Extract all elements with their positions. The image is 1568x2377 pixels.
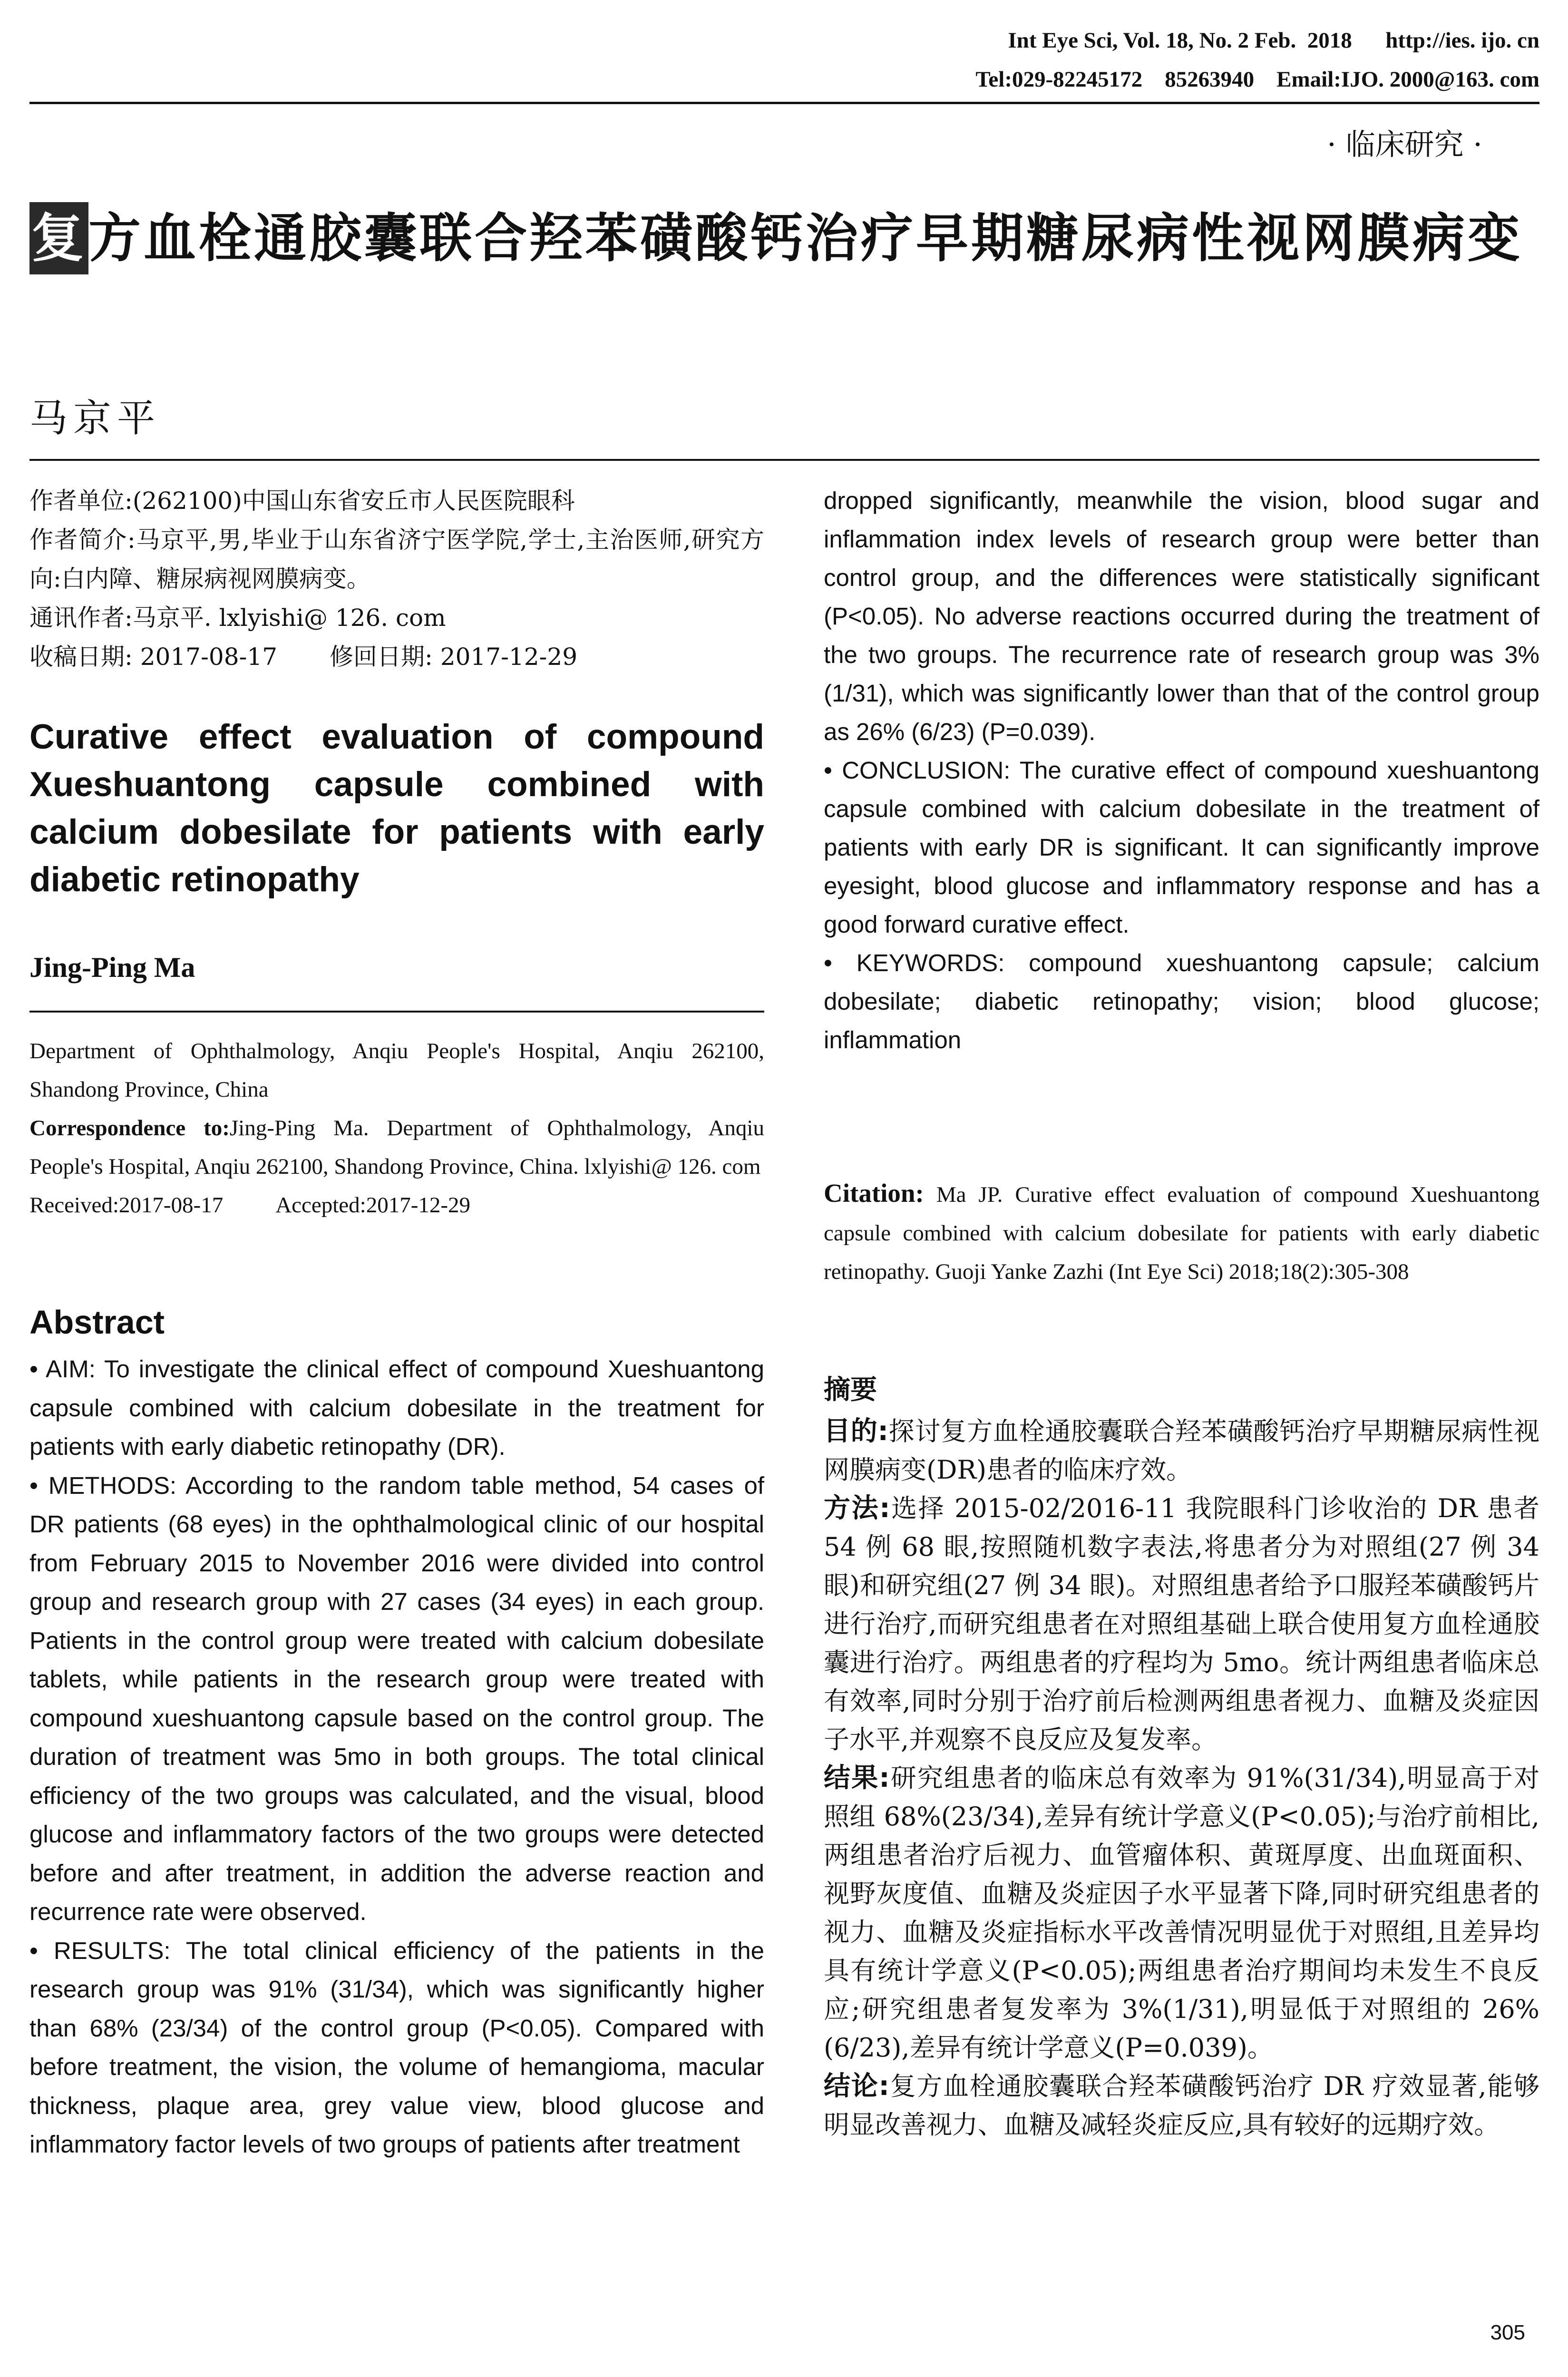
affiliation-cn-line: 通讯作者:马京平. lxlyishi@ 126. com (29, 604, 446, 632)
abstract-results: • RESULTS: The total clinical efficiency of the patients in the research group was 91% (31/34), which was significantly higher than 68% (23/34) of the control group (P<0.05). Compared with before treatment, the vision, the volume of hemangioma, macular thickness, plaque area, grey value view, blood glucose and inflammatory factor levels of two groups of patients after treatment (29, 1937, 764, 2158)
abstract-cn-label: 结果: (824, 1763, 890, 1793)
abstract-cn-heading: 摘要 (824, 1374, 877, 1405)
author-rule (29, 1011, 764, 1013)
abstract-left-column (29, 1350, 764, 2164)
abstract-cn-label: 结论: (824, 2071, 889, 2102)
header-rule (29, 102, 1539, 104)
section-label: · 临床研究 · (1327, 127, 1482, 162)
contact-header-line: Tel:029-82245172 85263940 Email:IJO. 2000@163. com (975, 67, 1539, 92)
abstract-conclusion: • CONCLUSION: The curative effect of compound xueshuantong capsule combined with calcium dobesilate in the treatment of patients with early DR is significant. It can significantly improve eyesight, blood glucose and inflammatory response and has a good forward curative effect. (824, 757, 1539, 938)
page-number: 305 (1490, 2321, 1525, 2344)
abstract-cn-label: 方法: (824, 1493, 890, 1524)
author-name-en: Jing-Ping Ma (29, 952, 195, 983)
department-en: Department of Ophthalmology, Anqiu People's Hospital, Anqiu 262100, Shandong Province, China (29, 1039, 764, 1102)
revised-date-cn: 修回日期: 2017-12-29 (330, 643, 578, 671)
affiliation-en (29, 1032, 764, 1225)
article-title-cn (29, 202, 1542, 274)
affiliation-cn-line: 作者简介:马京平,男,毕业于山东省济宁医学院,学士,主治医师,研究方向:白内障、糖尿病视网膜病变。 (29, 526, 764, 593)
abstract-heading: Abstract (29, 1304, 165, 1341)
abstract-cn-text: 复方血栓通胶囊联合羟苯磺酸钙治疗 DR 疗效显著,能够明显改善视力、血糖及减轻炎症反应,具有较好的远期疗效。 (824, 2071, 1539, 2140)
abstract-keywords: • KEYWORDS: compound xueshuantong capsule; calcium dobesilate; diabetic retinopathy; vision; blood glucose; inflammation (824, 949, 1539, 1053)
abstract-aim: • AIM: To investigate the clinical effect of compound Xueshuantong capsule combined with calcium dobesilate in the treatment for patients with early diabetic retinopathy (DR). (29, 1355, 764, 1460)
abstract-cn-text: 研究组患者的临床总有效率为 91%(31/34),明显高于对照组 68%(23/34),差异有统计学意义(P<0.05);与治疗前相比,两组患者治疗后视力、血管瘤体积、黄斑厚度、出血斑面积、视野灰度值、血糖及炎症因子水平显著下降,同时研究组患者的视力、血糖及炎症指标水平改善情况明显优于对照组,且差异均具有统计学意义(P<0.05);两组患者治疗期间均未发生不良反应;研究组患者复发率为 3%(1/31),明显低于对照组的 26%(6/23),差异有统计学意义(P=0.039)。 (824, 1763, 1539, 2063)
journal-header-line: Int Eye Sci, Vol. 18, No. 2 Feb. 2018 http://ies. ijo. cn (1008, 28, 1539, 53)
title-rest: 方血栓通胶囊联合羟苯磺酸钙治疗早期糖尿病性视网膜病变 (88, 208, 1523, 269)
received-date-en: Received:2017-08-17 (29, 1193, 224, 1218)
affiliation-cn-line: 作者单位:(262100)中国山东省安丘市人民医院眼科 (29, 487, 575, 515)
dates-cn (29, 637, 764, 676)
abstract-right-column (824, 481, 1539, 1059)
correspondence-en (29, 1109, 764, 1186)
citation-text: Ma JP. Curative effect evaluation of compound Xueshuantong capsule combined with calcium dobesilate for patients with early diabetic retinopathy. Guoji Yanke Zazhi (Int Eye Sci) 2018;18(2):305-308 (824, 1182, 1540, 1284)
article-title-en: Curative effect evaluation of compound Xueshuantong capsule combined with calcium dobesilate for patients with early diabetic retinopathy (29, 718, 764, 899)
abstract-cn-text: 探讨复方血栓通胶囊联合羟苯磺酸钙治疗早期糖尿病性视网膜病变(DR)患者的临床疗效。 (824, 1416, 1539, 1485)
affiliation-cn (29, 481, 764, 676)
title-rule (29, 459, 1539, 461)
abstract-cn (824, 1371, 1539, 2144)
abstract-cn-methods (824, 1489, 1539, 1759)
correspondence-text: Jing-Ping Ma. Department of Ophthalmology, Anqiu People's Hospital, Anqiu 262100, Shandong Province, China. lxlyishi@ 126. com (29, 1116, 764, 1179)
correspondence-label: Correspondence to: (29, 1116, 230, 1140)
abstract-cn-text: 选择 2015-02/2016-11 我院眼科门诊收治的 DR 患者 54 例 68 眼,按照随机数字表法,将患者分为对照组(27 例 34 眼)和研究组(27 例 34 眼)。对照组患者给予口服羟苯磺酸钙片进行治疗,而研究组患者在对照组基础上联合使用复方血栓通胶囊进行治疗。两组患者的疗程均为 5mo。统计两组患者临床总有效率,同时分别于治疗前后检测两组患者视力、血糖及炎症因子水平,并观察不良反应及复发率。 (824, 1493, 1539, 1754)
author-name-cn: 马京平 (29, 396, 161, 440)
abstract-results-cont: dropped significantly, meanwhile the vision, blood sugar and inflammation index levels of research group were better than control group, and the differences were statistically significant (P<0.05). No adverse reactions occurred during the treatment of the two groups. The recurrence rate of research group was 3% (1/31), which was significantly lower than that of the control group as 26% (6/23) (P=0.039). (824, 487, 1539, 745)
title-first-char: 复 (29, 202, 88, 274)
received-date-cn: 收稿日期: 2017-08-17 (29, 643, 278, 671)
abstract-methods: • METHODS: According to the random table method, 54 cases of DR patients (68 eyes) in the ophthalmological clinic of our hospital from February 2015 to November 2016 were divided into control group and research group with 27 cases (34 eyes) in each group. Patients in the control group were treated with calcium dobesilate tablets, while patients in the research group were treated with compound xueshuantong capsule based on the control group. The duration of treatment was 5mo in both groups. The total clinical efficiency of the two groups was calculated, and the visual, blood glucose and inflammatory factors of the two groups were detected before and after treatment, in addition the adverse reaction and recurrence rate were observed. (29, 1471, 764, 1925)
abstract-cn-aim (824, 1412, 1539, 1489)
citation (824, 1174, 1539, 1291)
abstract-cn-label: 目的: (824, 1416, 888, 1447)
citation-label: Citation: (824, 1179, 924, 1208)
abstract-cn-conclusion (824, 2067, 1539, 2144)
dates-en (29, 1186, 764, 1225)
accepted-date-en: Accepted:2017-12-29 (275, 1193, 471, 1218)
abstract-cn-results (824, 1759, 1539, 2067)
